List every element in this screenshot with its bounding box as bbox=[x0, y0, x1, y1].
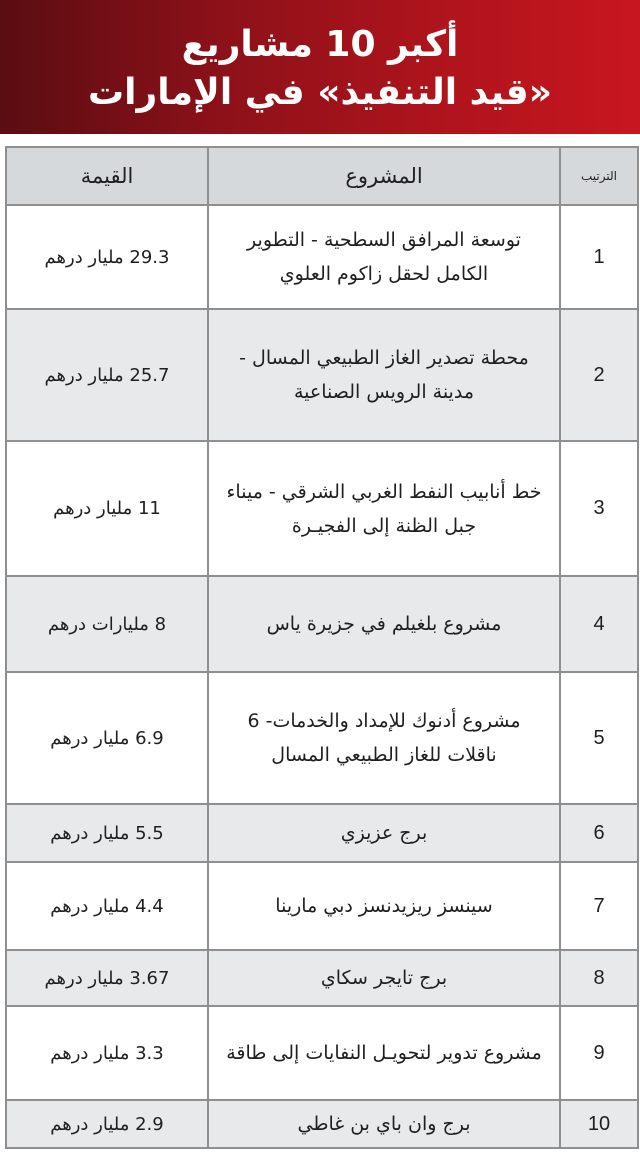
project-cell: برج وان باي بن غاطي bbox=[208, 1100, 560, 1148]
rank-cell: 5 bbox=[560, 672, 638, 804]
value-cell: 11 مليار درهم bbox=[6, 441, 208, 576]
value-cell: 2.9 مليار درهم bbox=[6, 1100, 208, 1148]
title-line-2: «قيد التنفيذ» في الإمارات bbox=[87, 72, 552, 113]
rank-cell: 2 bbox=[560, 309, 638, 441]
table-row bbox=[6, 804, 638, 862]
rank-cell: 7 bbox=[560, 862, 638, 950]
table-row bbox=[6, 950, 638, 1006]
rank-cell: 8 bbox=[560, 950, 638, 1006]
value-cell: 29.3 مليار درهم bbox=[6, 205, 208, 309]
project-cell: برج عزيزي bbox=[208, 804, 560, 862]
table-row bbox=[6, 576, 638, 672]
value-cell: 4.4 مليار درهم bbox=[6, 862, 208, 950]
table-row bbox=[6, 205, 638, 309]
value-cell: 8 مليارات درهم bbox=[6, 576, 208, 672]
value-cell: 5.5 مليار درهم bbox=[6, 804, 208, 862]
project-cell: خط أنابيب النفط الغربي الشرقي - ميناء جبل الظنة إلى الفجيـرة bbox=[208, 441, 560, 576]
rank-cell: 10 bbox=[560, 1100, 638, 1148]
projects-table bbox=[5, 146, 639, 1149]
project-cell: مشروع تدوير لتحويـل النفايات إلى طاقة bbox=[208, 1006, 560, 1100]
rank-cell: 3 bbox=[560, 441, 638, 576]
table-header-row bbox=[6, 147, 638, 205]
table-row bbox=[6, 862, 638, 950]
table-row bbox=[6, 441, 638, 576]
rank-cell: 4 bbox=[560, 576, 638, 672]
project-cell: مشروع بلغيلم في جزيرة ياس bbox=[208, 576, 560, 672]
table-row bbox=[6, 309, 638, 441]
project-cell: سينسز ريزيدنسز دبي مارينا bbox=[208, 862, 560, 950]
value-cell: 3.67 مليار درهم bbox=[6, 950, 208, 1006]
table-row bbox=[6, 1100, 638, 1148]
value-cell: 6.9 مليار درهم bbox=[6, 672, 208, 804]
project-cell: محطة تصدير الغاز الطبيعي المسال - مدينة الرويس الصناعية bbox=[208, 309, 560, 441]
project-cell: توسعة المرافق السطحية - التطوير الكامل لحقل زاكوم العلوي bbox=[208, 205, 560, 309]
table-row bbox=[6, 1006, 638, 1100]
title-line-1: أكبر 10 مشاريع bbox=[181, 24, 459, 65]
title-banner bbox=[0, 0, 640, 134]
column-header-project: المشروع bbox=[208, 147, 560, 205]
column-header-value: القيمة bbox=[6, 147, 208, 205]
table-row bbox=[6, 672, 638, 804]
project-cell: برج تايجر سكاي bbox=[208, 950, 560, 1006]
project-cell: مشروع أدنوك للإمداد والخدمات- 6 ناقلات للغاز الطبيعي المسال bbox=[208, 672, 560, 804]
column-header-rank: الترتيب bbox=[560, 147, 638, 205]
rank-cell: 1 bbox=[560, 205, 638, 309]
rank-cell: 9 bbox=[560, 1006, 638, 1100]
value-cell: 3.3 مليار درهم bbox=[6, 1006, 208, 1100]
value-cell: 25.7 مليار درهم bbox=[6, 309, 208, 441]
rank-cell: 6 bbox=[560, 804, 638, 862]
